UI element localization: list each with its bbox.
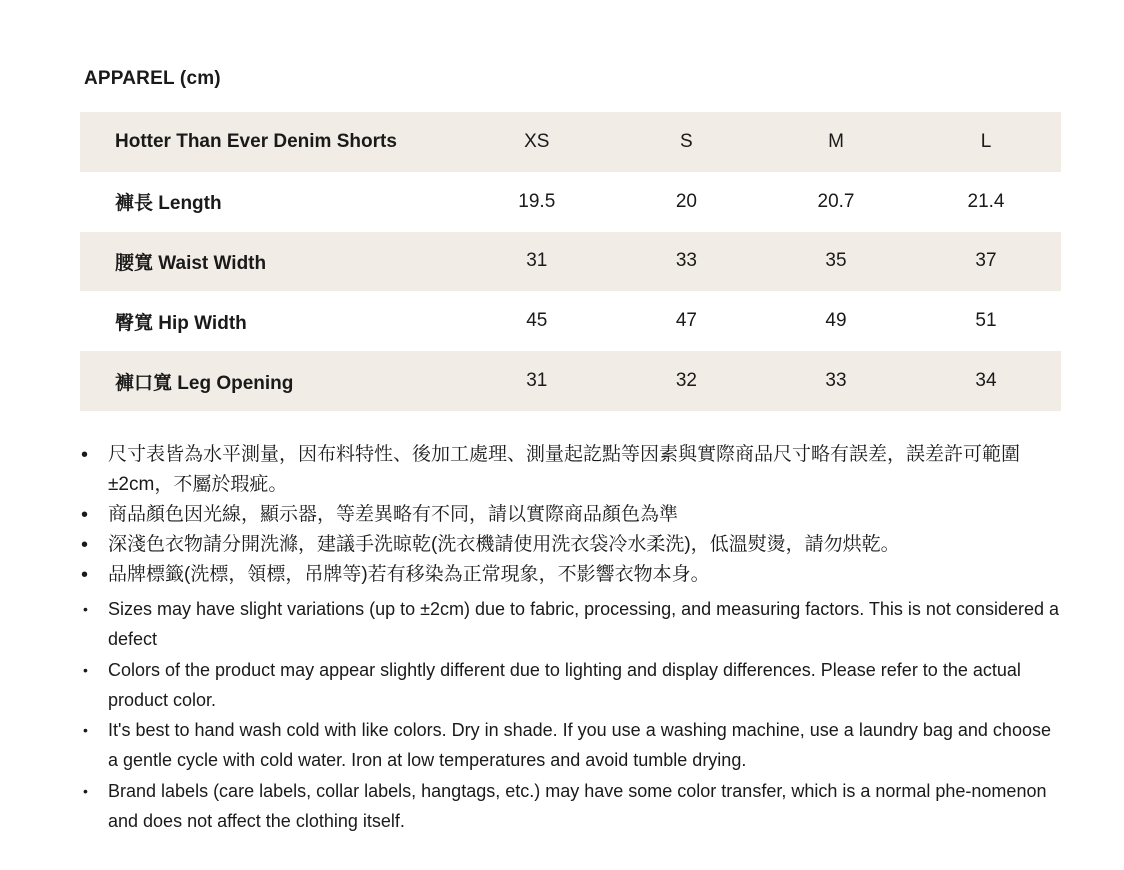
list-item: • 深淺色衣物請分開洗滌，建議手洗晾乾(洗衣機請使用洗衣袋冷水柔洗)，低溫熨燙，請勿烘乾。 (80, 530, 1060, 560)
table-row-hip-width (80, 291, 1061, 351)
size-header-xs: XS (524, 130, 550, 152)
row-label: 褲口寬 Leg Opening (115, 372, 294, 394)
table-cell: 45 (526, 310, 548, 332)
product-name-header: Hotter Than Ever Denim Shorts (115, 130, 397, 152)
notes-chinese-list (80, 440, 1060, 590)
list-item: • 尺寸表皆為水平測量，因布料特性、後加工處理、測量起訖點等因素與實際商品尺寸略有誤差，誤差許可範圍±2cm，不屬於瑕疵。 (80, 440, 1060, 500)
list-item: • Colors of the product may appear slightly different due to lighting and display differences. Please refer to the actual product color. (80, 655, 1060, 716)
list-item: • Sizes may have slight variations (up to ±2cm) due to fabric, processing, and measuring factors. This is not considered a defect (80, 594, 1060, 655)
row-label: 褲長 Length (115, 193, 222, 215)
section-title: APPAREL (cm) (84, 68, 221, 89)
row-label: 臀寬 Hip Width (115, 312, 247, 334)
list-item: • 品牌標籤(洗標，領標，吊牌等)若有移染為正常現象，不影響衣物本身。 (80, 560, 1060, 590)
table-cell: 21.4 (967, 190, 1005, 212)
table-cell: 51 (975, 310, 997, 332)
size-header-l: L (980, 130, 992, 152)
table-row-waist-width (80, 232, 1061, 292)
table-row-length (80, 172, 1061, 232)
list-item: • Brand labels (care labels, collar labels, hangtags, etc.) may have some color transfer, which is a normal phe-nomenon and does not affect the clothing itself. (80, 776, 1060, 837)
size-header-s: S (680, 130, 693, 152)
size-chart-table (80, 112, 1061, 411)
table-cell: 34 (975, 370, 997, 392)
table-row-leg-opening (80, 351, 1061, 411)
table-cell: 31 (526, 250, 548, 272)
table-cell: 47 (675, 310, 697, 332)
table-cell: 31 (526, 370, 548, 392)
table-cell: 35 (825, 250, 847, 272)
table-cell: 33 (675, 250, 697, 272)
list-item: • It's best to hand wash cold with like colors. Dry in shade. If you use a washing machine, use a laundry bag and choose a gentle cycle with cold water. Iron at low temperatures and avoid tumble drying. (80, 715, 1060, 776)
size-header-m: M (828, 130, 844, 152)
table-cell: 33 (825, 370, 847, 392)
table-cell: 32 (675, 370, 697, 392)
row-label: 腰寬 Waist Width (115, 252, 267, 274)
table-cell: 37 (975, 250, 997, 272)
list-item: • 商品顏色因光線，顯示器，等差異略有不同，請以實際商品顏色為準 (80, 500, 1060, 530)
table-cell: 20 (675, 190, 697, 212)
table-cell: 49 (825, 310, 847, 332)
notes-english-list (80, 594, 1060, 836)
table-header-row (80, 112, 1061, 172)
table-cell: 19.5 (518, 190, 556, 212)
table-cell: 20.7 (817, 190, 855, 212)
